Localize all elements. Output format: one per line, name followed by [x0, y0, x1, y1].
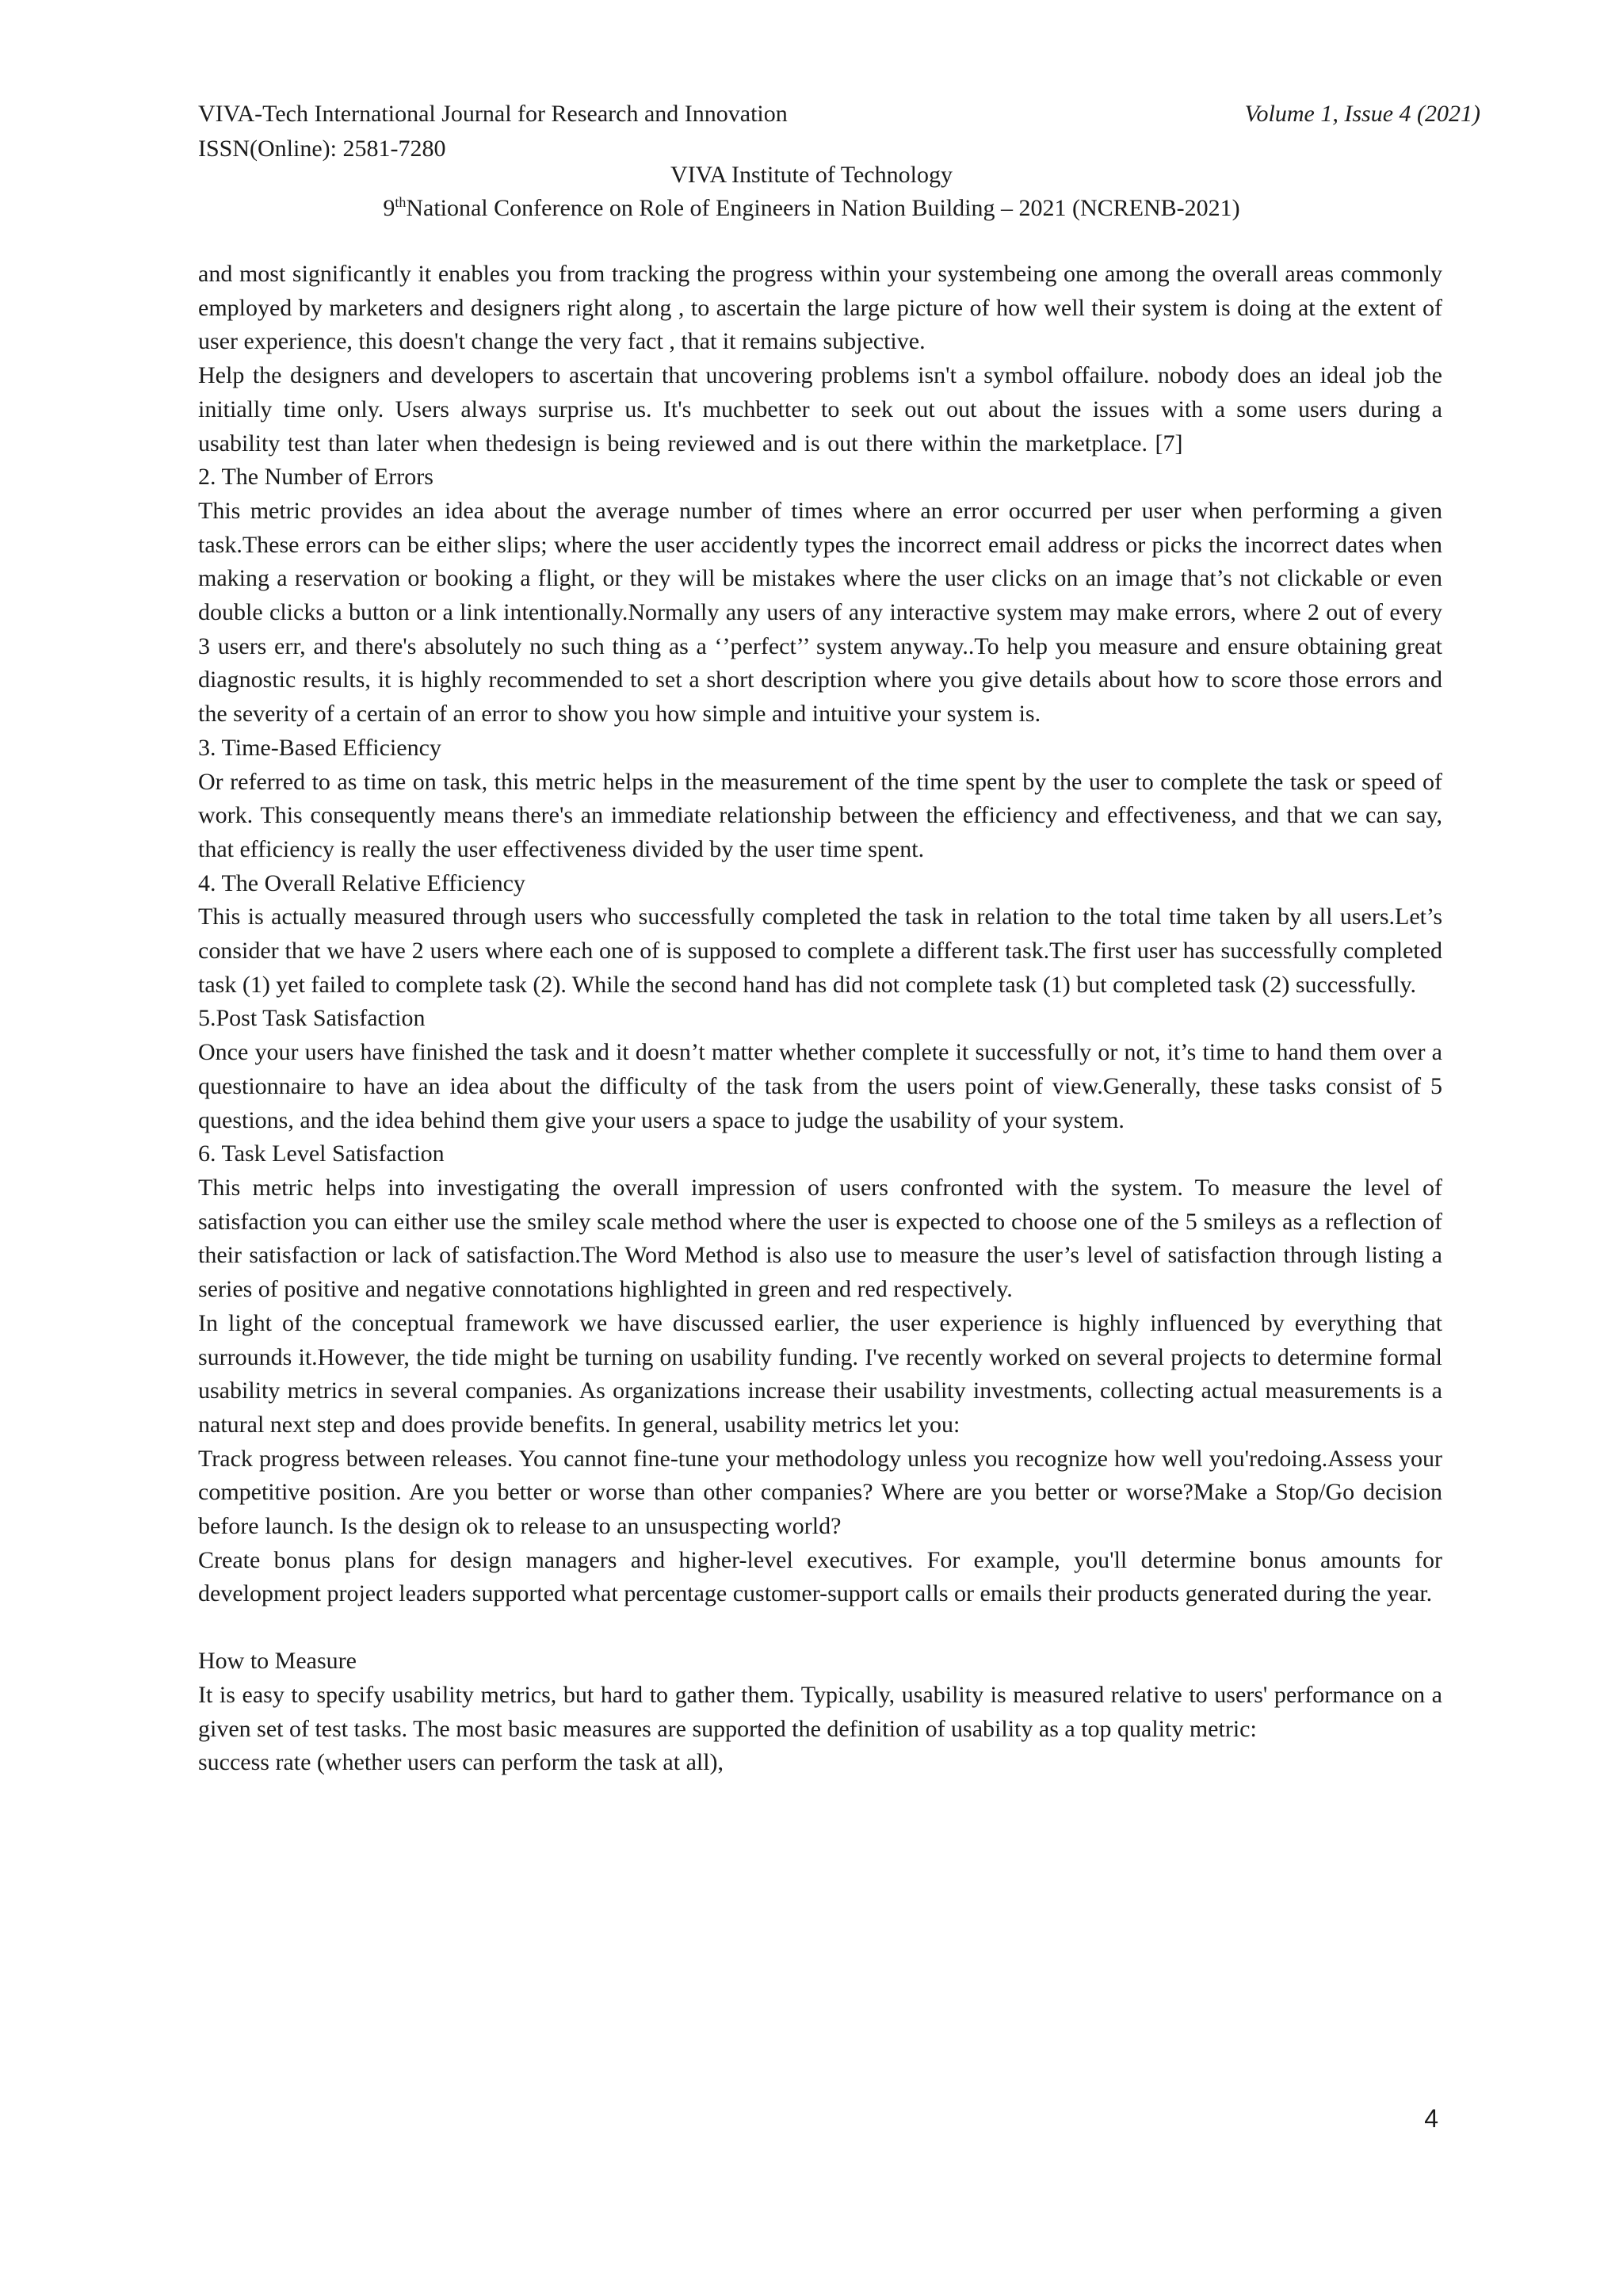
paragraph: Create bonus plans for design managers and higher-level executives. For example, you'll determine bonus amounts for development project leaders supported what percentage customer-support calls or emails their products generated during the year. — [198, 1546, 1442, 1607]
conference-ordinal: 9 — [383, 195, 395, 221]
section-heading: 6. Task Level Satisfaction — [198, 1140, 445, 1167]
paragraph: and most significantly it enables you from tracking the progress within your systembeing one among the overall areas commonly employed by marketers and designers right along , to ascertain the large picture of how well their system is doing at the extent of user experience, this doesn't change the very fact , that it remains subjective. — [198, 261, 1442, 355]
paragraph: Track progress between releases. You cannot fine-tune your methodology unless you recognize how well you'redoing.Assess your competitive position. Are you better or worse than other companies? Where are you better or worse?Make a Stop/Go decision before launch. Is the design ok to release to an unsuspecting world? — [198, 1445, 1442, 1540]
paragraph: Once your users have finished the task and it doesn’t matter whether complete it successfully or not, it’s time to hand them over a questionnaire to have an idea about the difficulty of the task from the users point of view.Generally, these tasks consist of 5 questions, and the idea behind them give your users a space to judge the usability of your system. — [198, 1039, 1442, 1133]
section-heading: 5.Post Task Satisfaction — [198, 1005, 426, 1032]
institute-name: VIVA Institute of Technology — [670, 162, 953, 188]
paragraph: In light of the conceptual framework we have discussed earlier, the user experience is highly influenced by everything that surrounds it.However, the tide might be turning on usability funding. I've recently worked on several projects to determine formal usability metrics in several companies. As organizations increase their usability investments, collecting actual measurements is a natural next step and does provide benefits. In general, usability metrics let you: — [198, 1309, 1442, 1438]
conference-title — [0, 192, 1623, 225]
paragraph: success rate (whether users can perform the task at all), — [198, 1749, 724, 1776]
paragraph: This is actually measured through users who successfully completed the task in relation to the total time taken by all users.Let’s consider that we have 2 users where each one of is supposed to complete a different task.The first user has successfully completed task (1) yet failed to complete task (2). While the second hand has did not complete task (1) but completed task (2) successfully. — [198, 904, 1442, 998]
article-body — [198, 258, 1442, 1780]
conference-ordinal-suffix: th — [395, 194, 407, 210]
paragraph: This metric helps into investigating the overall impression of users confronted with the system. To measure the level of satisfaction you can either use the smiley scale method where the user is expected to choose one of the 5 smileys as a reflection of their satisfaction or lack of satisfaction.The Word Method is also use to measure the user’s level of satisfaction through listing a series of positive and negative connotations highlighted in green and red respectively. — [198, 1174, 1442, 1303]
section-heading: 4. The Overall Relative Efficiency — [198, 869, 525, 896]
conference-name: National Conference on Role of Engineers in Nation Building – 2021 (NCRENB-2021) — [406, 195, 1240, 221]
section-heading: How to Measure — [198, 1648, 357, 1675]
issn: ISSN(Online): 2581-7280 — [198, 136, 446, 162]
paragraph: This metric provides an idea about the average number of times where an error occurred per user when performing a given task.These errors can be either slips; where the user accidently types the incorrect email address or picks the incorrect dates when making a reservation or booking a flight, or they will be mistakes where the user clicks on an image that’s not clickable or even double clicks a button or a link intentionally.Normally any users of any interactive system may make errors, where 2 out of every 3 users err, and there's absolutely no such thing as a ‘’perfect’’ system anyway..To help you measure and ensure obtaining great diagnostic results, it is highly recommended to set a short description where you give details about how to score those errors and the severity of a certain of an error to show you how simple and intuitive your system is. — [198, 497, 1442, 728]
section-heading: 2. The Number of Errors — [198, 464, 433, 491]
volume-issue: Volume 1, Issue 4 (2021) — [1244, 101, 1480, 127]
page-number: 4 — [1424, 2104, 1438, 2133]
journal-title: VIVA-Tech International Journal for Research and Innovation — [198, 101, 788, 127]
paragraph: Or referred to as time on task, this metric helps in the measurement of the time spent by the user to complete the task or speed of work. This consequently means there's an immediate relationship between the efficiency and effectiveness, and that we can say, that efficiency is really the user effectiveness divided by the user time spent. — [198, 768, 1442, 862]
section-heading: 3. Time-Based Efficiency — [198, 734, 441, 761]
paragraph: Help the designers and developers to ascertain that uncovering problems isn't a symbol offailure. nobody does an ideal job the initially time only. Users always surprise us. It's muchbetter to seek out out about the issues with a some users during a usability test than later when thedesign is being reviewed and is out there within the marketplace. [7] — [198, 362, 1442, 457]
paragraph: It is easy to specify usability metrics, but hard to gather them. Typically, usability is measured relative to users' performance on a given set of test tasks. The most basic measures are supported the definition of usability as a top quality metric: — [198, 1681, 1442, 1742]
journal-header — [198, 97, 788, 166]
